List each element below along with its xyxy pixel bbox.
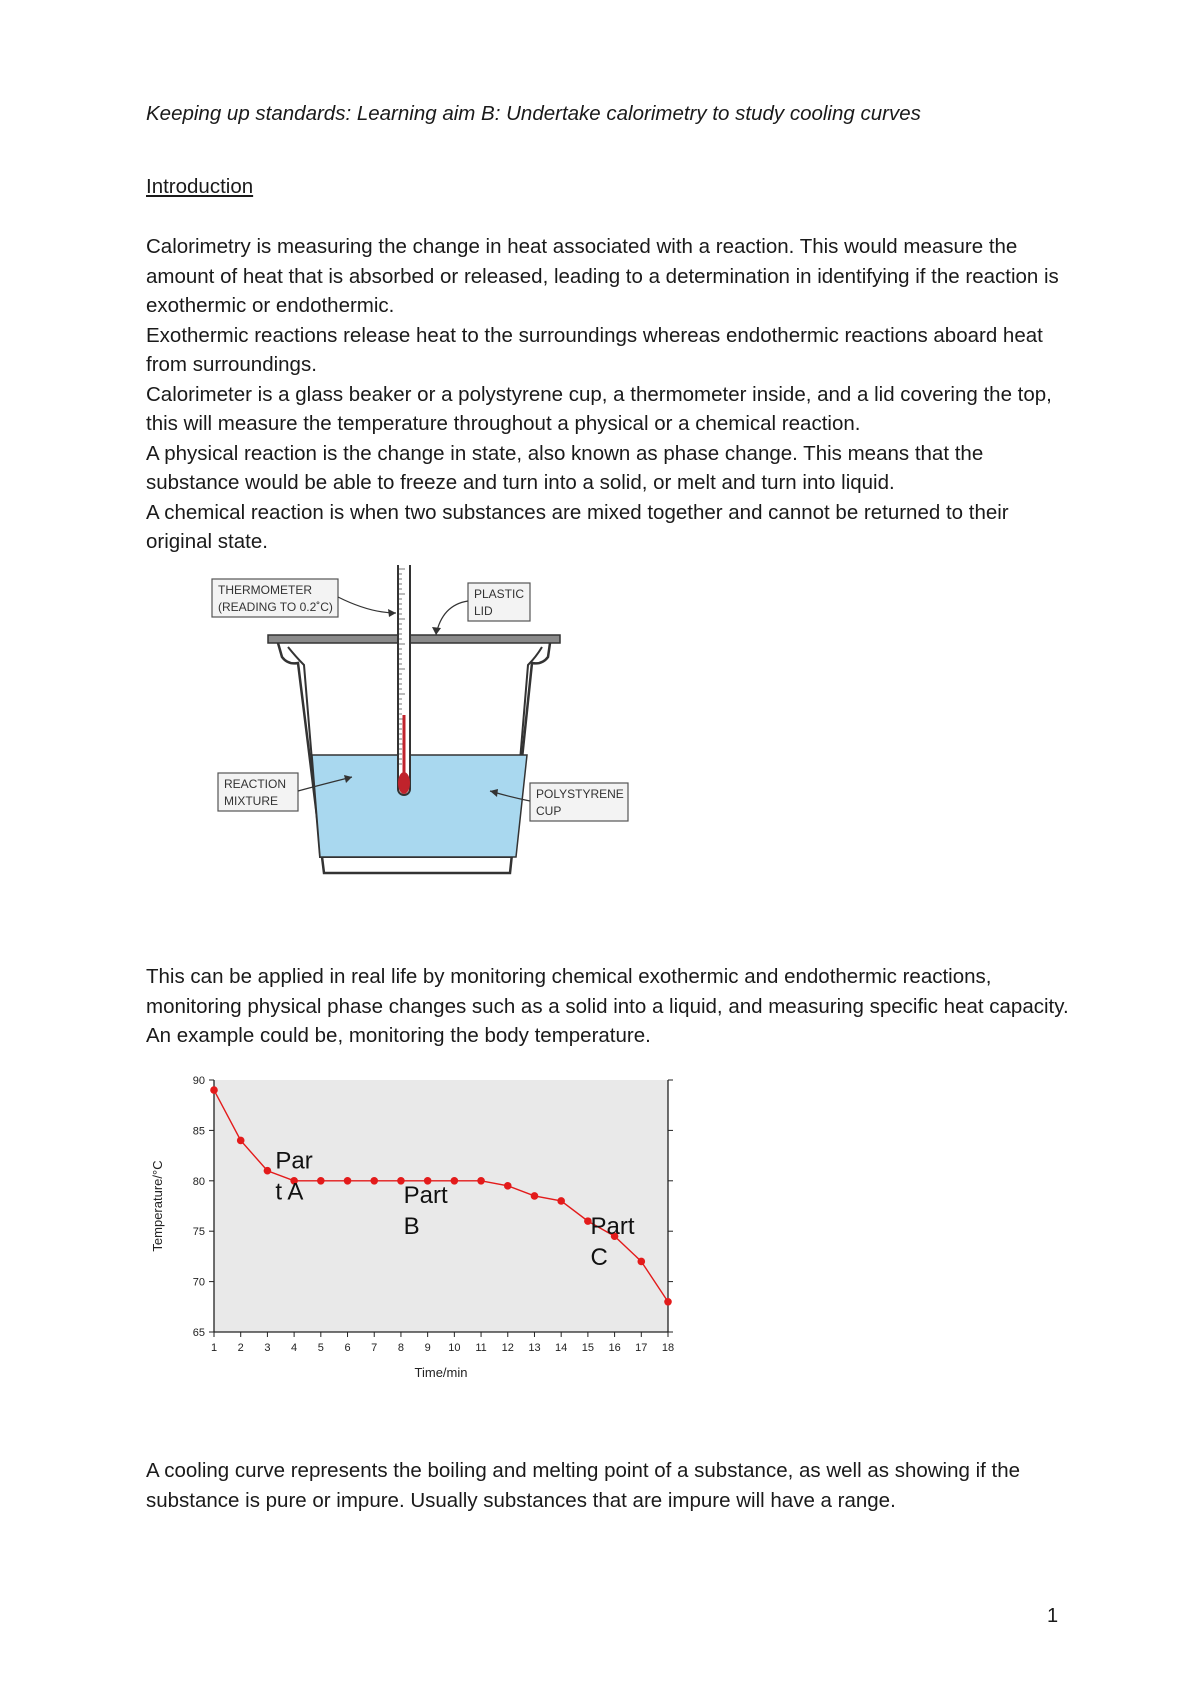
reaction-mixture-liquid (312, 755, 527, 857)
data-point (210, 1086, 218, 1094)
arrowhead (432, 627, 441, 635)
data-point (504, 1182, 512, 1190)
thermometer-label: (READING TO 0.2˚C) (218, 600, 333, 614)
plastic-lid (268, 635, 560, 643)
x-tick-label: 17 (635, 1342, 648, 1354)
thermometer-label: THERMOMETER (218, 583, 312, 597)
intro-paragraph: A chemical reaction is when two substances are mixed together and cannot be returned to their original state. (146, 500, 1009, 553)
y-tick-label: 90 (192, 1075, 205, 1087)
x-axis-label: Time/min (414, 1365, 468, 1380)
thermometer-bulb (398, 772, 410, 794)
annotation-label: C (590, 1244, 608, 1272)
annotation-label: Part (403, 1181, 448, 1209)
x-tick-label: 11 (475, 1342, 487, 1354)
lid-label: PLASTIC (474, 587, 525, 601)
x-tick-label: 2 (237, 1342, 244, 1354)
intro-paragraph: A physical reaction is the change in state, also known as phase change. This means that the substance would be able to freeze and turn into a solid, or melt and turn into liquid. (146, 441, 984, 494)
arrowhead (388, 609, 396, 617)
annotation-label: Par (275, 1147, 313, 1175)
cup-label: POLYSTYRENE (536, 787, 624, 801)
lid-label: LID (474, 604, 493, 618)
x-tick-label: 7 (371, 1342, 378, 1354)
data-point (664, 1298, 672, 1306)
y-tick-label: 65 (192, 1327, 205, 1339)
cooling-curve-text (146, 1456, 1076, 1515)
data-point (264, 1167, 272, 1175)
x-tick-label: 15 (581, 1342, 595, 1354)
data-point (451, 1177, 459, 1185)
cup-label: CUP (536, 804, 562, 818)
x-axis-ticks (211, 1332, 674, 1354)
cooling-curve-chart (150, 1065, 690, 1385)
thermometer-arrow (338, 597, 396, 613)
annotation-label: t A (275, 1178, 304, 1206)
data-point (477, 1177, 485, 1185)
y-tick-label: 75 (192, 1226, 205, 1239)
document-title: Keeping up standards: Learning aim B: Undertake calorimetry to study cooling curves (146, 102, 921, 125)
cooling-paragraph: A cooling curve represents the boiling and melting point of a substance, as well as showing if the substance is pure or impure. Usually substances that are impure will have a range. (146, 1459, 1021, 1512)
applications-text (146, 962, 1076, 1051)
x-tick-label: 14 (555, 1342, 568, 1354)
x-tick-label: 12 (501, 1342, 514, 1354)
x-tick-label: 5 (317, 1342, 324, 1354)
calorimeter-diagram (200, 565, 640, 940)
mixture-label: REACTION (224, 777, 287, 791)
data-point (637, 1258, 645, 1266)
x-tick-label: 18 (661, 1342, 675, 1354)
intro-paragraph: Exothermic reactions release heat to the surroundings whereas endothermic reactions aboard heat from surroundings. (146, 323, 1043, 376)
data-point (237, 1137, 245, 1145)
intro-paragraph: Calorimetry is measuring the change in heat associated with a reaction. This would measure the amount of heat that is absorbed or released, leading to a determination in identifying if the reaction is exothermic or endothermic. (146, 235, 1059, 317)
x-tick-label: 4 (291, 1342, 298, 1354)
x-tick-label: 13 (528, 1342, 541, 1354)
data-point (370, 1177, 378, 1185)
data-point (344, 1177, 352, 1185)
data-point (531, 1192, 539, 1200)
x-tick-label: 1 (210, 1342, 218, 1354)
x-tick-label: 16 (608, 1342, 621, 1354)
section-heading: Introduction (146, 175, 254, 198)
y-tick-label: 80 (192, 1175, 205, 1188)
page-number: 1 (1047, 1605, 1059, 1627)
x-tick-label: 8 (397, 1342, 405, 1354)
y-tick-label: 70 (192, 1276, 205, 1289)
lid-arrow (436, 601, 468, 635)
data-point (317, 1177, 325, 1185)
x-tick-label: 9 (424, 1342, 431, 1354)
applications-paragraph: This can be applied in real life by monitoring chemical exothermic and endothermic reactions, monitoring physical phase changes such as a solid into a liquid, and measuring specific heat capacity. An example could be, monitoring the body temperature. (146, 965, 1069, 1047)
annotation-label: B (403, 1212, 420, 1240)
annotation-label: Part (590, 1213, 635, 1241)
intro-text (146, 232, 1076, 557)
intro-paragraph: Calorimeter is a glass beaker or a polystyrene cup, a thermometer inside, and a lid covering the top, this will measure the temperature throughout a physical or a chemical reaction. (146, 382, 1052, 435)
y-tick-label: 85 (192, 1125, 205, 1138)
data-point (557, 1197, 565, 1205)
y-axis-label: Temperature/°C (150, 1160, 165, 1252)
x-tick-label: 3 (264, 1342, 271, 1354)
mixture-label: MIXTURE (224, 794, 278, 808)
x-tick-label: 6 (344, 1342, 351, 1354)
x-tick-label: 10 (448, 1342, 461, 1354)
